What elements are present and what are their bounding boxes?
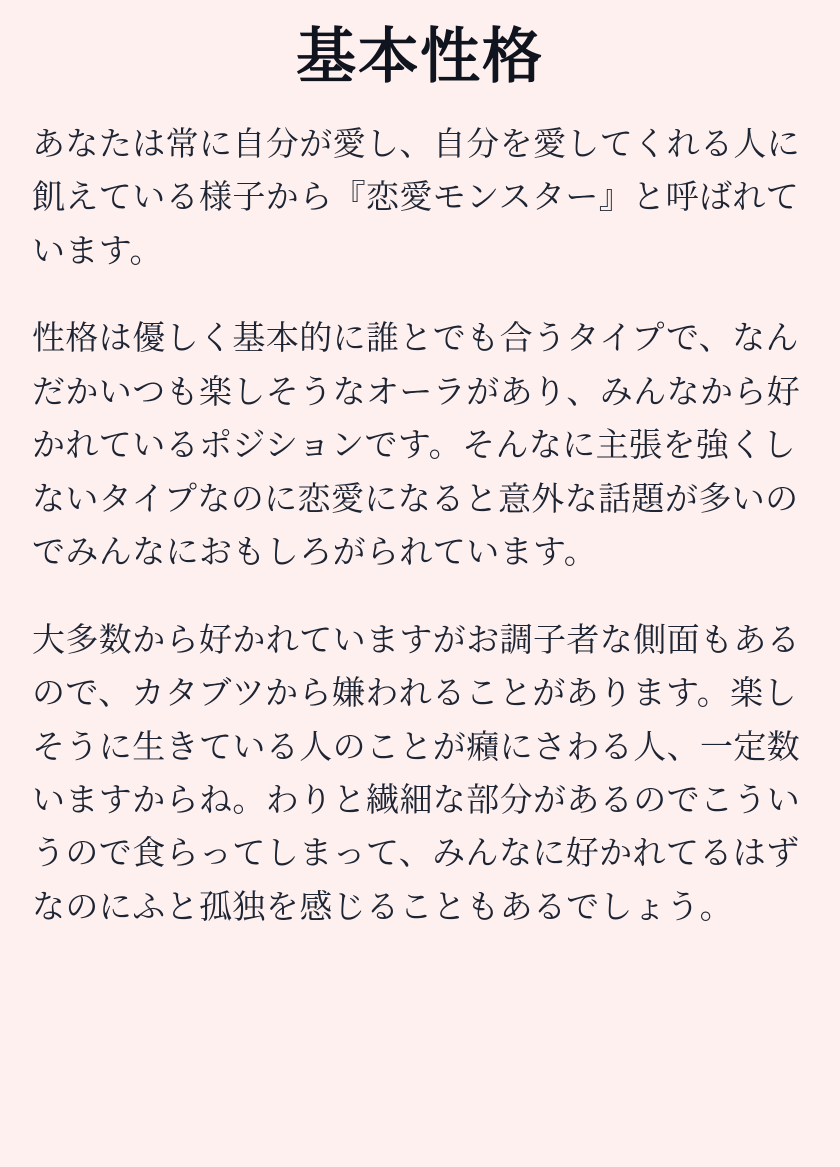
paragraph: 性格は優しく基本的に誰とでも合うタイプで、なんだかいつも楽しそうなオーラがあり、みんなから好かれているポジションです。そんなに主張を強くしないタイプなのに恋愛になると意外な話題が多いのでみんなにおもしろがられています。 (32, 319, 801, 571)
body-copy (32, 117, 808, 933)
paragraph: 大多数から好かれていますがお調子者な側面もあるので、カタブツから嫌われることがあります。楽しそうに生きている人のことが癪にさわる人、一定数いますからね。わりと繊細な部分があるのでこういうので食らってしまって、みんなに好かれてるはずなのにふと孤独を感じることもあるでしょう。 (32, 620, 801, 925)
page-title: 基本性格 (296, 23, 544, 90)
paragraph: あなたは常に自分が愛し、自分を愛してくれる人に飢えている様子から『恋愛モンスター』と呼ばれています。 (32, 125, 801, 269)
